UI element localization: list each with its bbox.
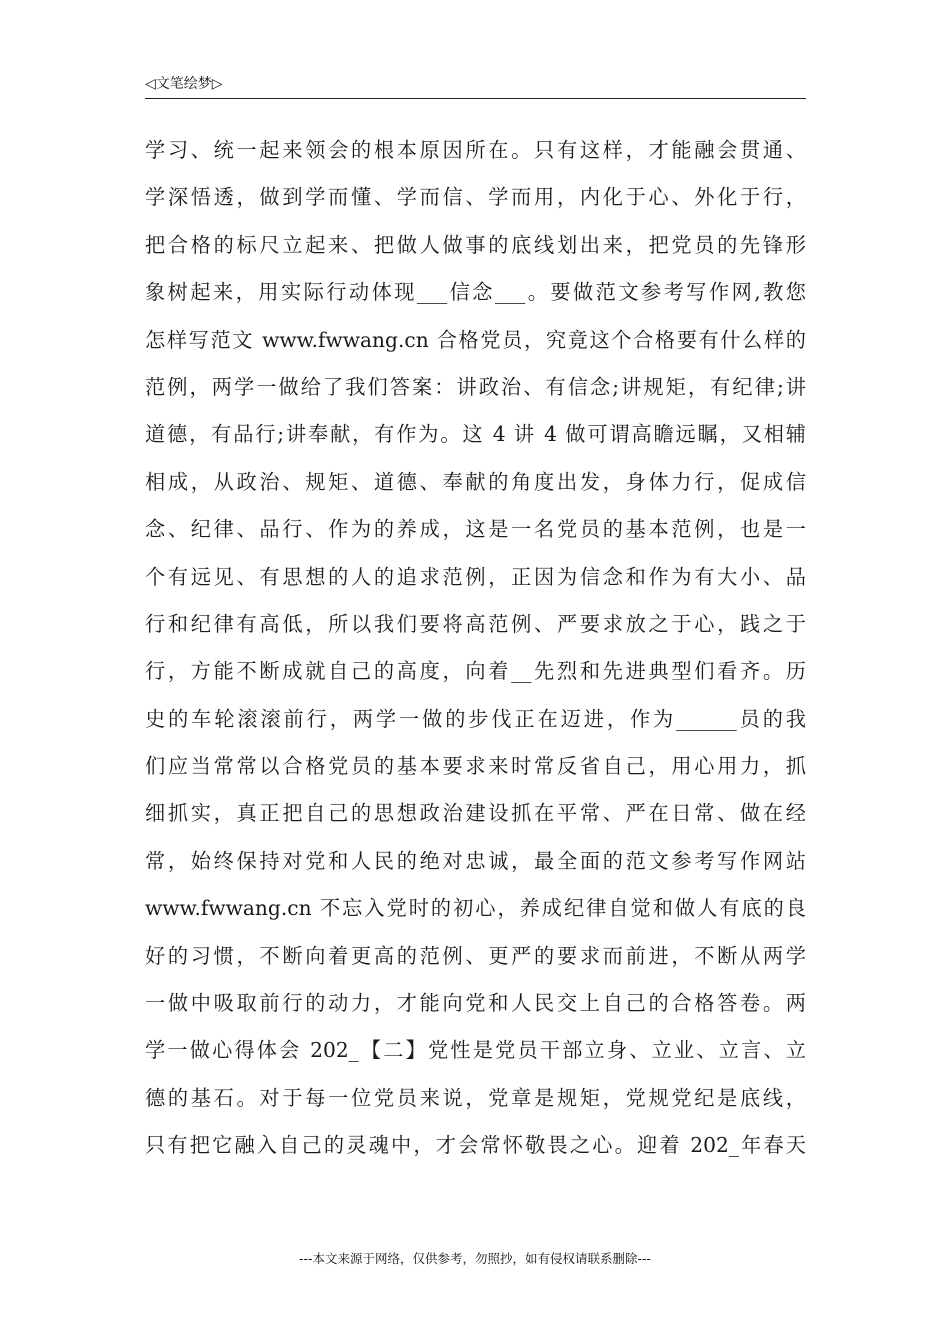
text-line: 一做中吸取前行的动力，才能向党和人民交上自己的合格答卷。两 (145, 991, 806, 1016)
text-line: 好的习惯，不断向着更高的范例、更严的要求而前进，不断从两学 (145, 943, 806, 968)
text-line: 范例，两学一做给了我们答案：讲政治、有信念;讲规矩，有纪律;讲 (145, 374, 806, 399)
text-line: 只有把它融入自己的灵魂中，才会常怀敬畏之心。迎着 202_年春天 (145, 1133, 806, 1158)
text-line: 道德，有品行;讲奉献，有作为。这 4 讲 4 做可谓高瞻远瞩，又相辅 (145, 422, 806, 447)
text-line: 细抓实，真正把自己的思想政治建设抓在平常、严在日常、做在经 (145, 801, 806, 826)
text-line: 学习、统一起来领会的根本原因所在。只有这样，才能融会贯通、 (145, 138, 806, 162)
text-line: 象树起来，用实际行动体现___信念___。要做范文参考写作网,教您 (145, 280, 806, 305)
text-line: 学深悟透，做到学而懂、学而信、学而用，内化于心、外化于行， (145, 185, 806, 210)
header-brand: ◁文笔绘梦▷ (145, 76, 223, 92)
text-line: 相成，从政治、规矩、道德、奉献的角度出发，身体力行，促成信 (145, 469, 806, 494)
text-line: 史的车轮滚滚前行，两学一做的步伐正在迈进，作为______员的我 (145, 706, 806, 731)
text-line: 德的基石。对于每一位党员来说，党章是规矩，党规党纪是底线， (145, 1085, 806, 1110)
page-header (145, 74, 806, 99)
text-line: 们应当常常以合格党员的基本要求来时常反省自己，用心用力，抓 (145, 754, 806, 779)
text-line: 学一做心得体会 202_【二】党性是党员干部立身、立业、立言、立 (145, 1038, 806, 1063)
text-line: 念、纪律、品行、作为的养成，这是一名党员的基本范例，也是一 (145, 517, 806, 542)
text-line: 行，方能不断成就自己的高度，向着__先烈和先进典型们看齐。历 (145, 659, 806, 684)
page-footer-disclaimer: ---本文来源于网络，仅供参考，勿照抄，如有侵权请联系删除--- (298, 1251, 652, 1266)
text-line: 个有远见、有思想的人的追求范例，正因为信念和作为有大小、品 (145, 564, 806, 589)
body-text (145, 127, 806, 1170)
text-line: 常，始终保持对党和人民的绝对忠诚，最全面的范文参考写作网站 (145, 848, 806, 873)
text-line: www.fwwang.cn 不忘入党时的初心，养成纪律自觉和做人有底的良 (145, 896, 806, 921)
text-line: 怎样写范文 www.fwwang.cn 合格党员，究竟这个合格要有什么样的 (145, 327, 806, 352)
text-line: 行和纪律有高低，所以我们要将高范例、严要求放之于心，践之于 (145, 611, 806, 636)
text-line: 把合格的标尺立起来、把做人做事的底线划出来，把党员的先锋形 (145, 232, 806, 257)
